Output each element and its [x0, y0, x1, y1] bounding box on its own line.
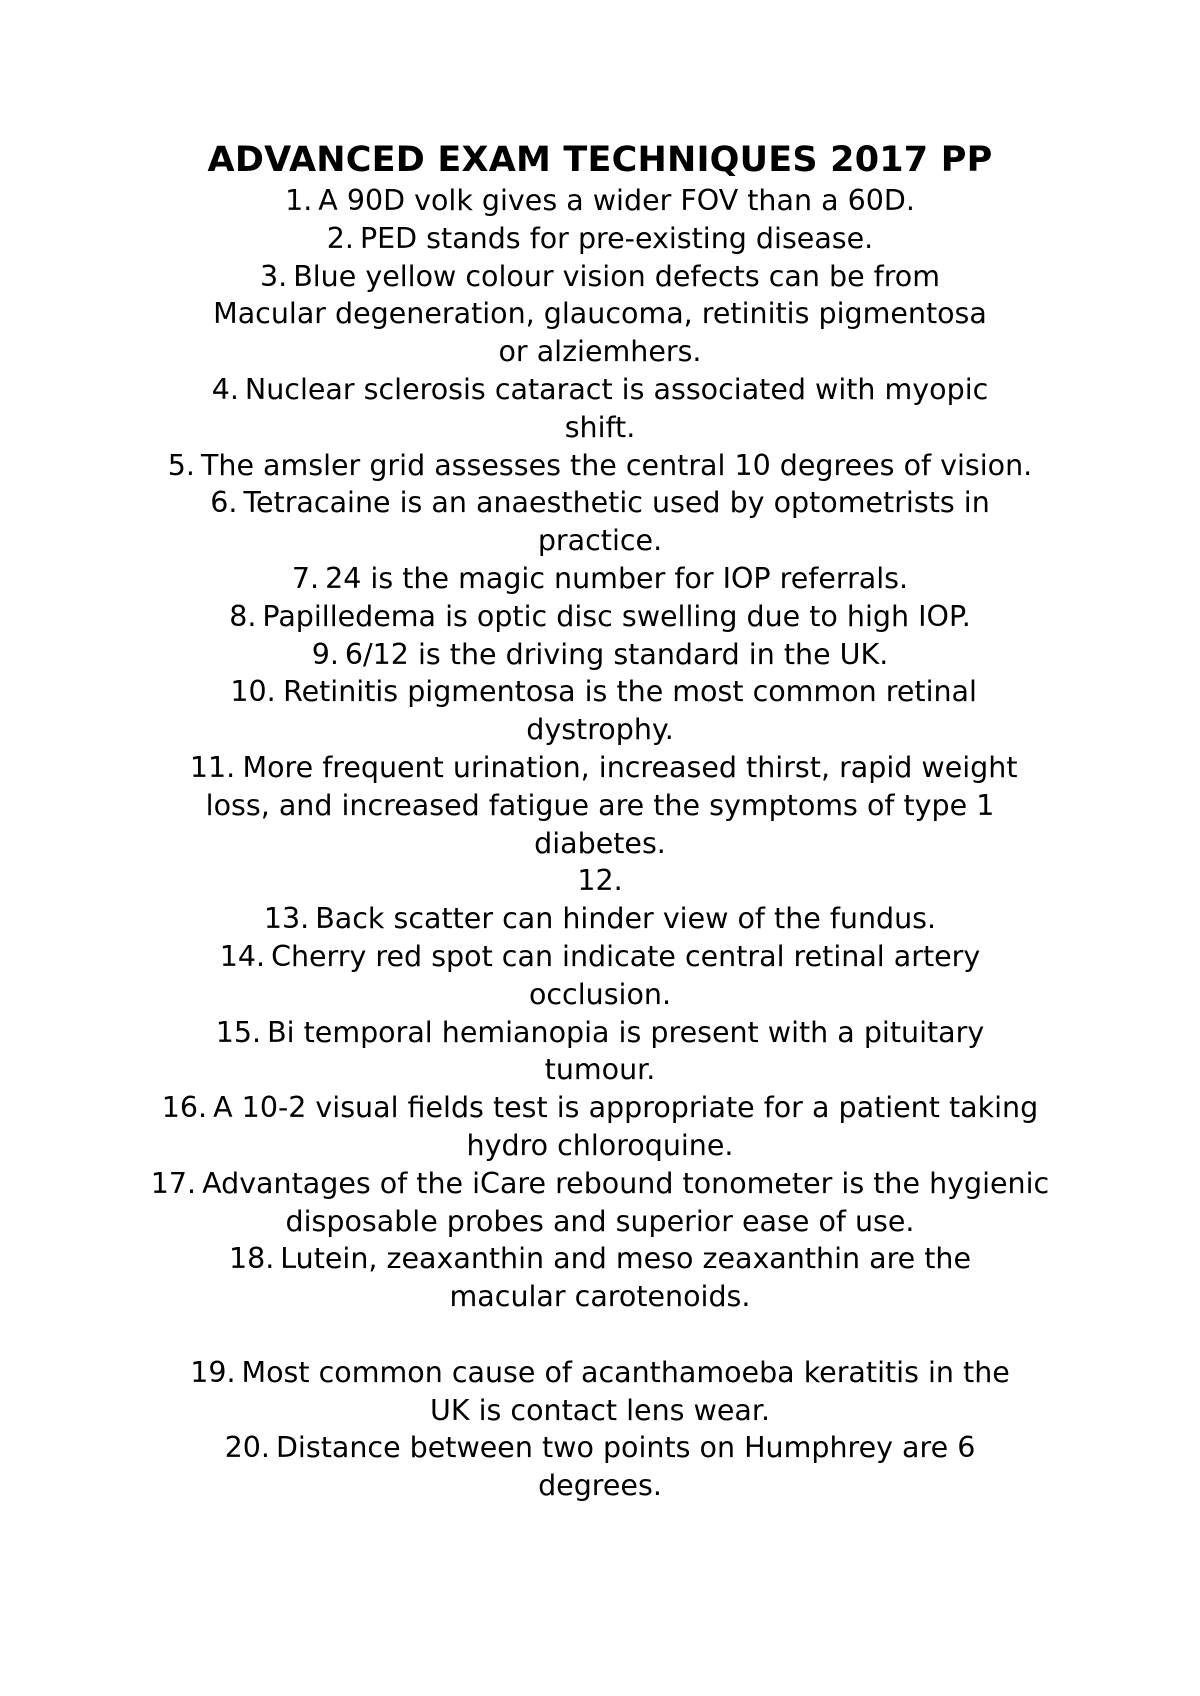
list-item	[150, 598, 1050, 636]
item-number: 11.	[189, 750, 236, 784]
item-number: 18.	[228, 1242, 275, 1276]
item-number: 10.	[230, 675, 276, 709]
item-text: Bi temporal hemianopia is present with a pituitary tumour.	[267, 1015, 985, 1087]
list-item	[150, 447, 1050, 485]
item-text: Blue yellow colour vision defects can be from Macular degeneration, glaucoma, retinitis pigmentosa or alziemhers.	[213, 259, 987, 369]
list-item	[150, 484, 1050, 560]
item-text: PED stands for pre-existing disease.	[359, 221, 874, 255]
list-item	[150, 1089, 1050, 1165]
item-text: Lutein, zeaxanthin and meso zeaxanthin are the macular carotenoids.	[280, 1242, 972, 1314]
list-item	[150, 636, 1050, 674]
item-text: Cherry red spot can indicate central retinal artery occlusion.	[271, 939, 981, 1011]
list-item	[150, 749, 1050, 862]
list-item	[150, 1429, 1050, 1505]
item-number: 8.	[229, 599, 257, 633]
item-text: Retinitis pigmentosa is the most common retinal dystrophy.	[283, 675, 977, 747]
list-item	[150, 182, 1050, 220]
item-number: 1.	[285, 184, 313, 217]
item-number: 7.	[291, 561, 320, 595]
list-item	[150, 1240, 1050, 1316]
item-text: Back scatter can hinder view of the fundus.	[315, 902, 937, 936]
item-text: The amsler grid assesses the central 10 degrees of vision.	[200, 448, 1033, 482]
document-title: ADVANCED EXAM TECHNIQUES 2017 PP	[207, 140, 993, 180]
list-item	[150, 938, 1050, 1014]
list-item	[150, 560, 1050, 598]
item-text: More frequent urination, increased thirst, rapid weight loss, and increased fatigue are the symptoms of type 1 diabetes.	[205, 750, 1018, 860]
item-text: A 10-2 visual fields test is appropriate for a patient taking hydro chloroquine.	[213, 1091, 1039, 1162]
item-number: 12.	[577, 864, 623, 898]
list-item	[150, 371, 1050, 447]
item-text: A 90D volk gives a wider FOV than a 60D.	[318, 184, 915, 217]
item-number: 17.	[150, 1166, 197, 1200]
item-text: 6/12 is the driving standard in the UK.	[344, 637, 889, 671]
item-number: 5.	[167, 448, 195, 482]
item-text: Nuclear sclerosis cataract is associated with myopic shift.	[244, 372, 989, 444]
item-text: Most common cause of acanthamoeba keratitis in the UK is contact lens wear.	[241, 1355, 1010, 1427]
item-number: 9.	[311, 637, 339, 671]
item-text: Distance between two points on Humphrey are 6 degrees.	[275, 1431, 976, 1503]
list-item	[150, 1014, 1050, 1090]
item-text: Advantages of the iCare rebound tonometer is the hygienic disposable probes and superior ease of use.	[202, 1166, 1050, 1238]
item-number: 3.	[260, 259, 288, 293]
blank-line	[150, 1316, 1050, 1354]
item-text: Papilledema is optic disc swelling due to high IOP.	[262, 599, 971, 633]
item-number: 6.	[210, 486, 238, 520]
list-item	[150, 1354, 1050, 1430]
list-item	[150, 1165, 1050, 1241]
item-number: 16.	[161, 1091, 208, 1125]
item-number: 13.	[263, 902, 310, 936]
list-item	[150, 220, 1050, 258]
list-item	[150, 862, 1050, 900]
question-list	[150, 182, 1050, 1505]
item-number: 20.	[224, 1431, 270, 1465]
item-text: Tetracaine is an anaesthetic used by optometrists in practice.	[243, 486, 990, 558]
item-number: 14.	[219, 939, 266, 973]
list-item	[150, 258, 1050, 371]
item-number: 2.	[326, 221, 354, 255]
item-text: 24 is the magic number for IOP referrals.	[325, 561, 909, 595]
list-item	[150, 900, 1050, 938]
document-page	[150, 138, 1050, 1505]
item-number: 4.	[211, 372, 239, 406]
item-number: 19.	[190, 1355, 236, 1389]
item-number: 15.	[215, 1015, 262, 1049]
list-item	[150, 673, 1050, 749]
